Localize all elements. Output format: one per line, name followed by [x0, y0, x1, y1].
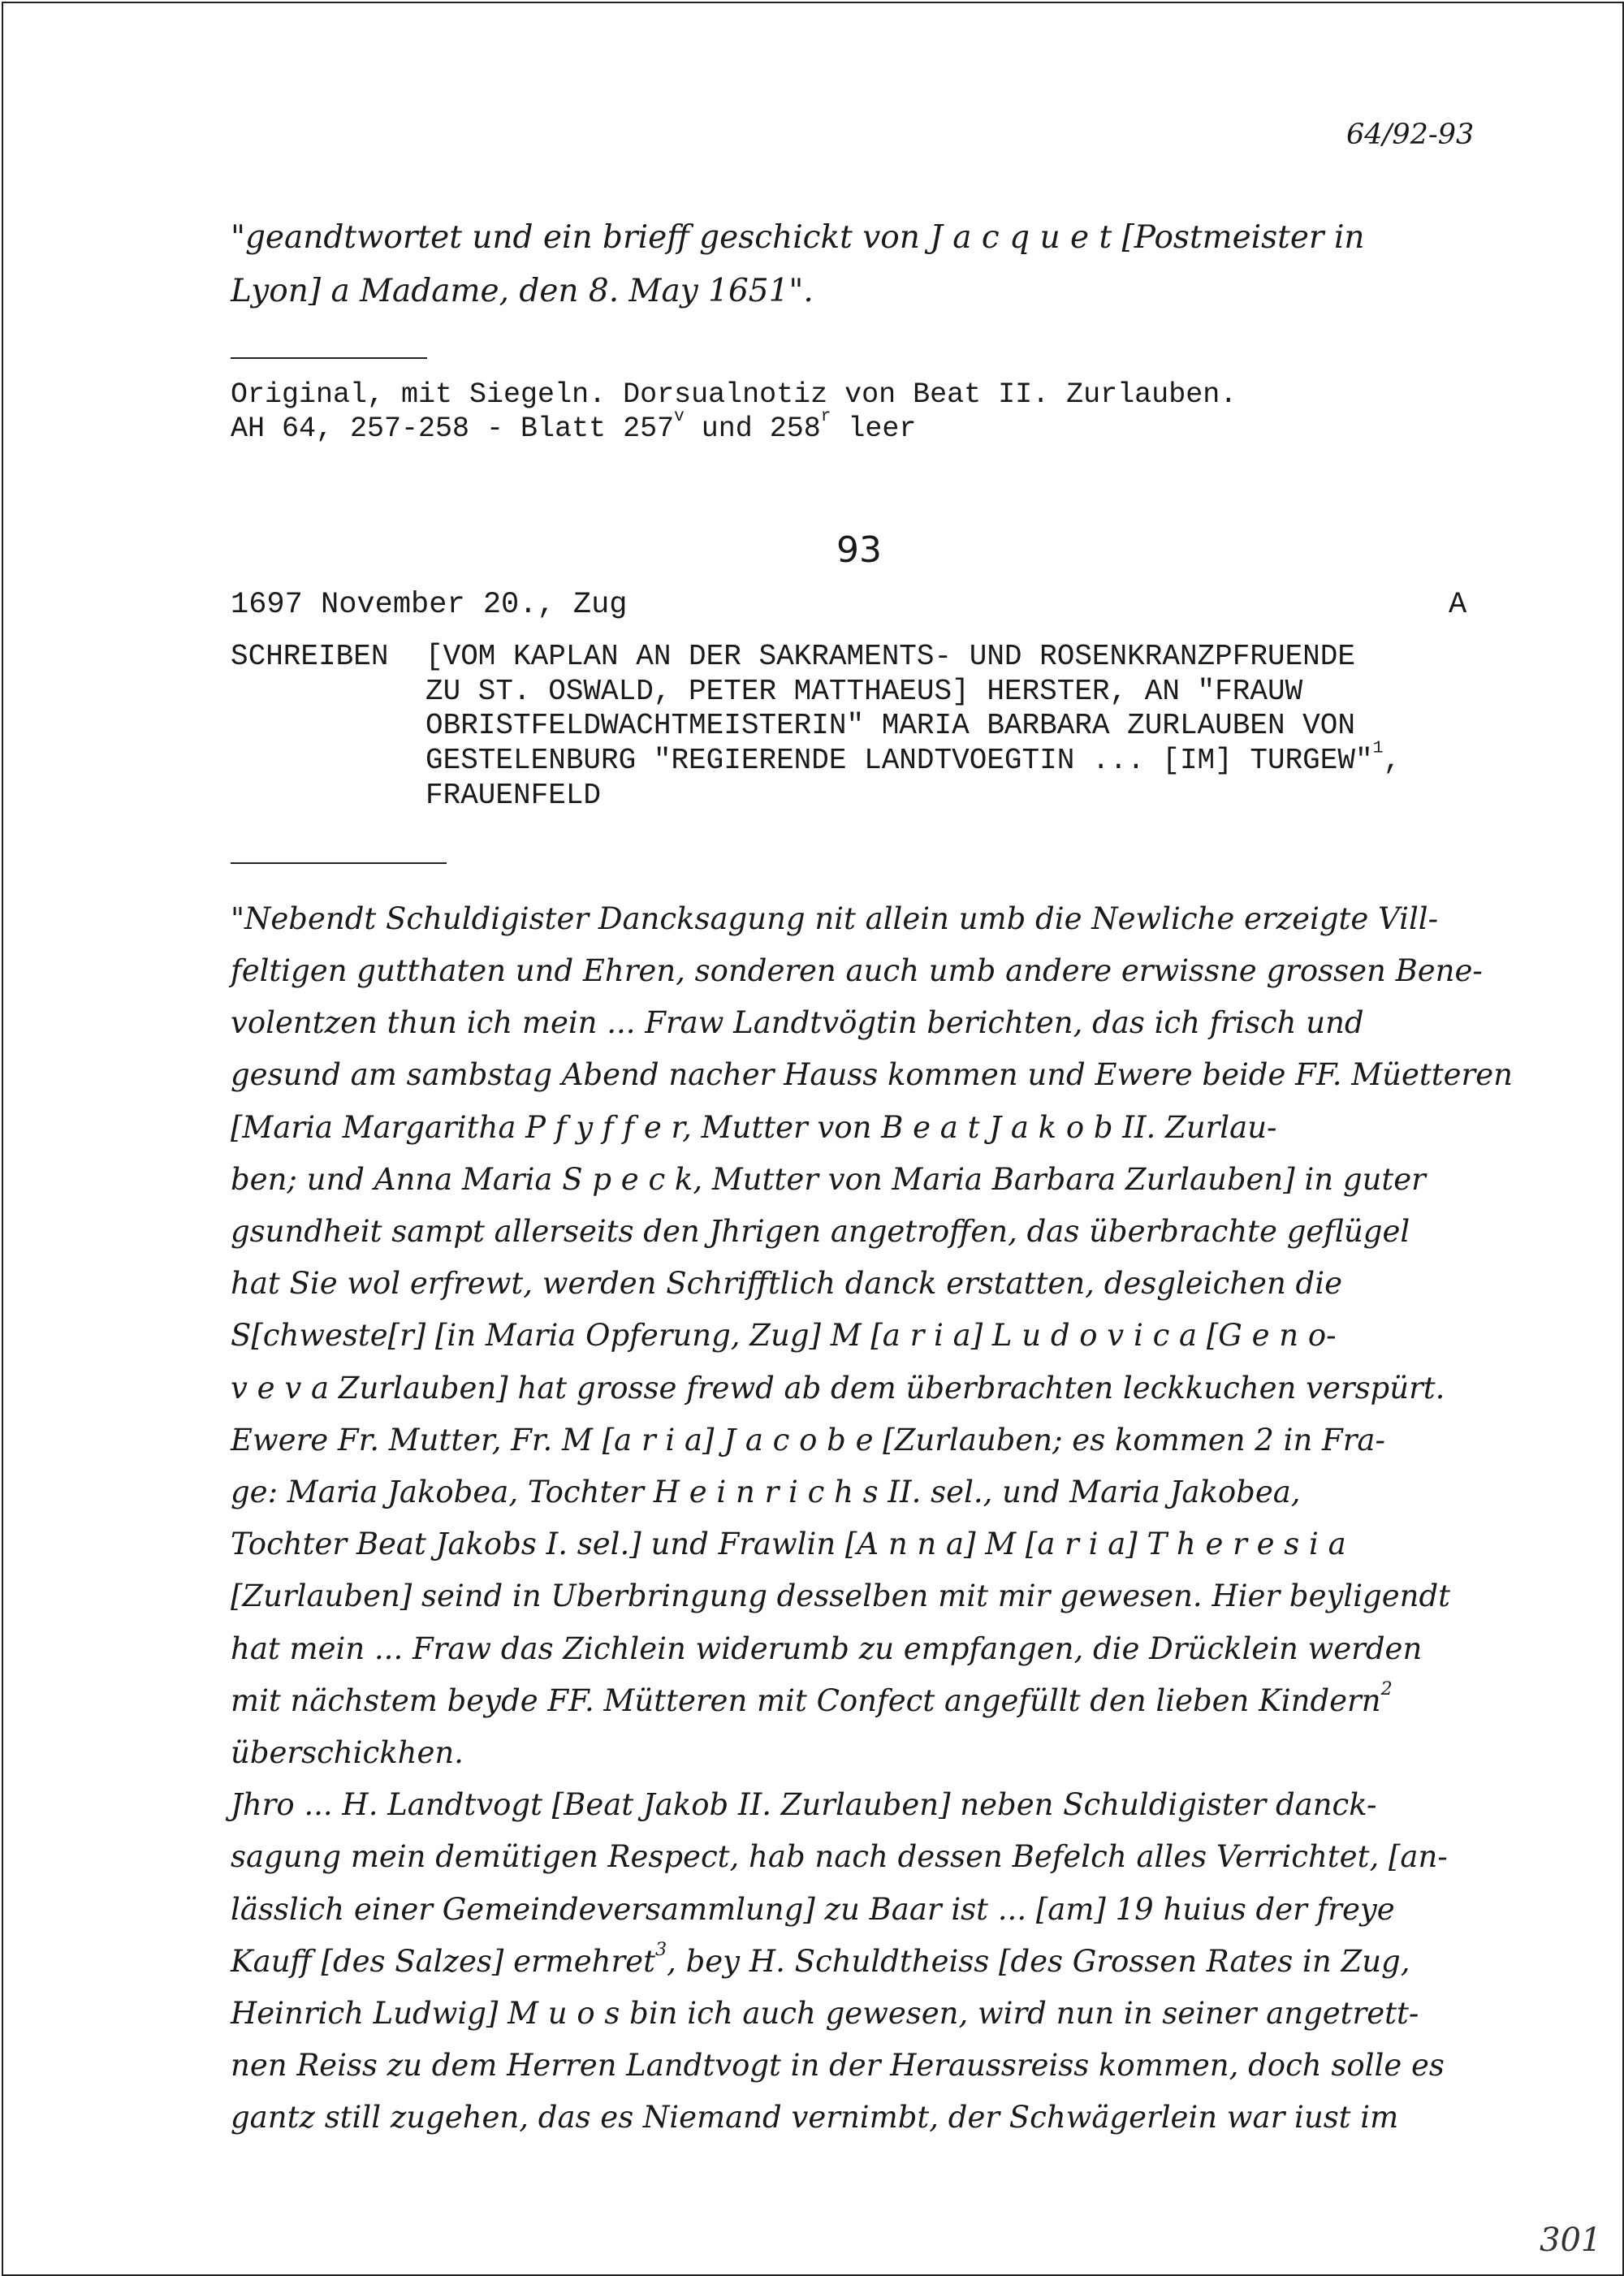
body-line: Tochter Beat Jakobs I. sel.] und Frawlin [A n n a] M [a r i a] T h e r e s i a	[231, 1527, 1346, 1561]
body-line: lässlich einer Gemeindeversammlung] zu Baar ist ... [am] 19 huius der freye	[231, 1892, 1395, 1927]
handwritten-page-mark: 301	[1540, 2222, 1602, 2259]
footnote-ref-1: 1	[1372, 738, 1384, 758]
body-line: gantz still zugehen, das es Niemand vernimbt, der Schwägerlein war iust im	[231, 2100, 1399, 2135]
prev-quote-line-1: "geandtwortet und ein brieff geschickt von J a c q u e t [Postmeister in	[231, 219, 1365, 256]
body-line: Jhro ... H. Landtvogt [Beat Jakob II. Zurlauben] neben Schuldigister danck-	[231, 1787, 1377, 1822]
body-line: ge: Maria Jakobea, Tochter H e i n r i c h s II. sel., und Maria Jakobea,	[231, 1475, 1301, 1509]
prev-note-line-2	[231, 408, 917, 445]
heading-line-4-text: GESTELENBURG "REGIERENDE LANDTVOEGTIN ... [IM] TURGEW"	[425, 744, 1373, 777]
heading-line-2: ZU ST. OSWALD, PETER MATTHAEUS] HERSTER, AN "FRAUW	[425, 675, 1303, 708]
source-letter: A	[1449, 588, 1467, 622]
heading-line-5: FRAUENFELD	[425, 779, 602, 812]
prev-note-text-c: leer	[831, 412, 917, 445]
date-place: 1697 November 20., Zug	[231, 588, 628, 622]
heading-label: SCHREIBEN	[231, 640, 389, 673]
body-line: [Zurlauben] seind in Uberbringung desselben mit mir gewesen. Hier beyligendt	[231, 1579, 1451, 1613]
body-line: überschickhen.	[231, 1735, 464, 1770]
body-line: nen Reiss zu dem Herren Landtvogt in der Heraussreiss kommen, doch solle es	[231, 2048, 1445, 2083]
body-line: ben; und Anna Maria S p e c k, Mutter von Maria Barbara Zurlauben] in guter	[231, 1162, 1426, 1197]
superscript-v: v	[674, 408, 685, 427]
body-line: Ewere Fr. Mutter, Fr. M [a r i a] J a c o b e [Zurlauben; es kommen 2 in Fra-	[231, 1423, 1385, 1458]
body-line: [Maria Margaritha P f y f f e r, Mutter von B e a t J a k o b II. Zurlau-	[231, 1110, 1277, 1145]
prev-quote-line-2: Lyon] a Madame, den 8. May 1651".	[231, 273, 814, 309]
footnote-ref-2: 2	[1380, 1678, 1393, 1700]
prev-note-line-1: Original, mit Siegeln. Dorsualnotiz von Beat II. Zurlauben.	[231, 378, 1237, 411]
body-line: hat mein ... Fraw das Zichlein widerumb zu empfangen, die Drücklein werden	[231, 1631, 1423, 1666]
heading-line-3: OBRISTFELDWACHTMEISTERIN" MARIA BARBARA ZURLAUBEN VON	[425, 709, 1355, 742]
body-line-text: , bey H. Schuldtheiss [des Grossen Rates in Zug,	[667, 1944, 1410, 1979]
body-line: "Nebendt Schuldigister Dancksagung nit allein umb die Newliche erzeigte Vill-	[231, 901, 1439, 936]
body-line: S[chweste[r] [in Maria Opferung, Zug] M [a r i a] L u d o v i c a [G e n o-	[231, 1318, 1337, 1353]
body-line	[231, 1678, 1393, 1718]
body-line: Heinrich Ludwig] M u o s bin ich auch gewesen, wird nun in seiner angetrett-	[231, 1996, 1419, 2031]
prev-note-text-b: und 258	[684, 412, 821, 445]
body-line-text: mit nächstem beyde FF. Mütteren mit Confect angefüllt den lieben Kindern	[231, 1683, 1381, 1718]
footnote-ref-3: 3	[654, 1939, 667, 1961]
body-line-text: Kauff [des Salzes] ermehret	[231, 1944, 655, 1979]
heading-line-1: [VOM KAPLAN AN DER SAKRAMENTS- UND ROSENKRANZPFRUENDE	[425, 640, 1355, 673]
page-reference: 64/92-93	[1346, 119, 1475, 151]
prev-note-text-a: AH 64, 257-258 - Blatt 257	[231, 412, 675, 445]
document-number: 93	[836, 529, 882, 571]
heading-line-4	[425, 738, 1402, 777]
body-line: feltigen gutthaten und Ehren, sonderen auch umb andere erwissne grossen Bene-	[231, 953, 1483, 988]
body-line: gsundheit sampt allerseits den Jhrigen angetroffen, das überbrachte geflügel	[231, 1214, 1410, 1249]
heading-trailing-comma: ,	[1383, 744, 1402, 777]
body-line: volentzen thun ich mein ... Fraw Landtvögtin berichten, das ich frisch und	[231, 1005, 1364, 1040]
body-line	[231, 1939, 1410, 1979]
separator-rule-1	[231, 357, 427, 359]
body-line: v e v a Zurlauben] hat grosse frewd ab dem überbrachten leckkuchen verspürt.	[231, 1371, 1445, 1406]
body-line: hat Sie wol erfrewt, werden Schrifftlich danck erstatten, desgleichen die	[231, 1266, 1342, 1301]
body-line: gesund am sambstag Abend nacher Hauss kommen und Ewere beide FF. Müetteren	[231, 1057, 1513, 1092]
separator-rule-2	[231, 862, 447, 864]
body-line: sagung mein demütigen Respect, hab nach dessen Befelch alles Verrichtet, [an-	[231, 1839, 1448, 1874]
superscript-r: r	[820, 408, 831, 427]
